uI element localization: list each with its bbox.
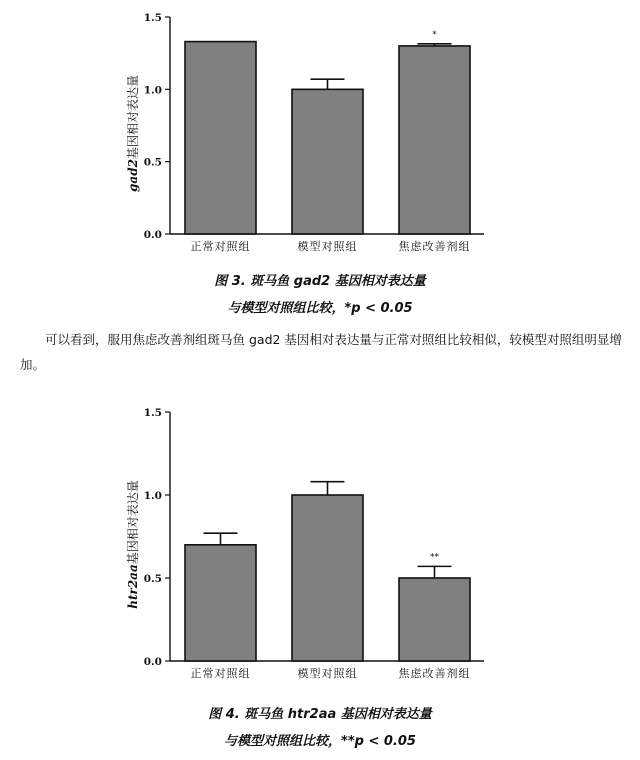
figure-3-chart <box>0 0 640 265</box>
y-tick-label: 0.0 <box>143 229 162 241</box>
bar <box>292 495 363 661</box>
y-axis-label <box>125 75 140 192</box>
y-axis-label-suffix: 基因相对表达量 <box>126 75 140 160</box>
y-tick-label: 0.5 <box>143 573 162 585</box>
x-tick-label: 正常对照组 <box>190 240 251 253</box>
y-tick-label: 1.0 <box>143 84 162 97</box>
y-tick-label: 1.5 <box>143 407 162 419</box>
figure-3-caption-title: 图 3. 斑马鱼 gad2 基因相对表达量 <box>214 274 426 289</box>
body-paragraph: 可以看到，服用焦虑改善剂组斑马鱼 gad2 基因相对表达量与正常对照组比较相似，较模型对照组明显增加。 <box>20 332 622 372</box>
figure-4-caption-title: 图 4. 斑马鱼 htr2aa 基因相对表达量 <box>208 707 432 722</box>
bar <box>185 545 256 661</box>
y-tick-label: 0.5 <box>143 156 162 169</box>
figure-3-caption-note: 与模型对照组比较，*p < 0.05 <box>227 301 413 316</box>
figure-4-caption-note: 与模型对照组比较，**p < 0.05 <box>224 734 416 749</box>
y-tick-label: 1.5 <box>143 12 162 24</box>
y-axis-label <box>125 480 140 609</box>
significance-marker: ** <box>430 552 439 563</box>
bar <box>185 42 256 234</box>
x-tick-label: 焦虑改善剂组 <box>398 667 471 680</box>
y-tick-label: 0.0 <box>143 656 162 668</box>
y-axis-label-gene: htr2aa <box>126 564 140 609</box>
bar <box>399 46 470 234</box>
x-tick-label: 模型对照组 <box>297 667 358 680</box>
x-tick-label: 正常对照组 <box>190 667 251 680</box>
y-tick-label: 1.0 <box>143 490 162 502</box>
htr2aa-bar-chart <box>0 395 640 695</box>
x-tick-label: 模型对照组 <box>297 240 358 253</box>
significance-marker: * <box>432 29 437 40</box>
bar <box>399 578 470 661</box>
bar <box>292 89 363 234</box>
figure-4-chart <box>0 395 640 695</box>
gad2-bar-chart <box>0 0 640 265</box>
y-axis-label-gene: gad2 <box>126 159 140 192</box>
x-tick-label: 焦虑改善剂组 <box>398 240 471 253</box>
y-axis-label-suffix: 基因相对表达量 <box>126 480 140 565</box>
